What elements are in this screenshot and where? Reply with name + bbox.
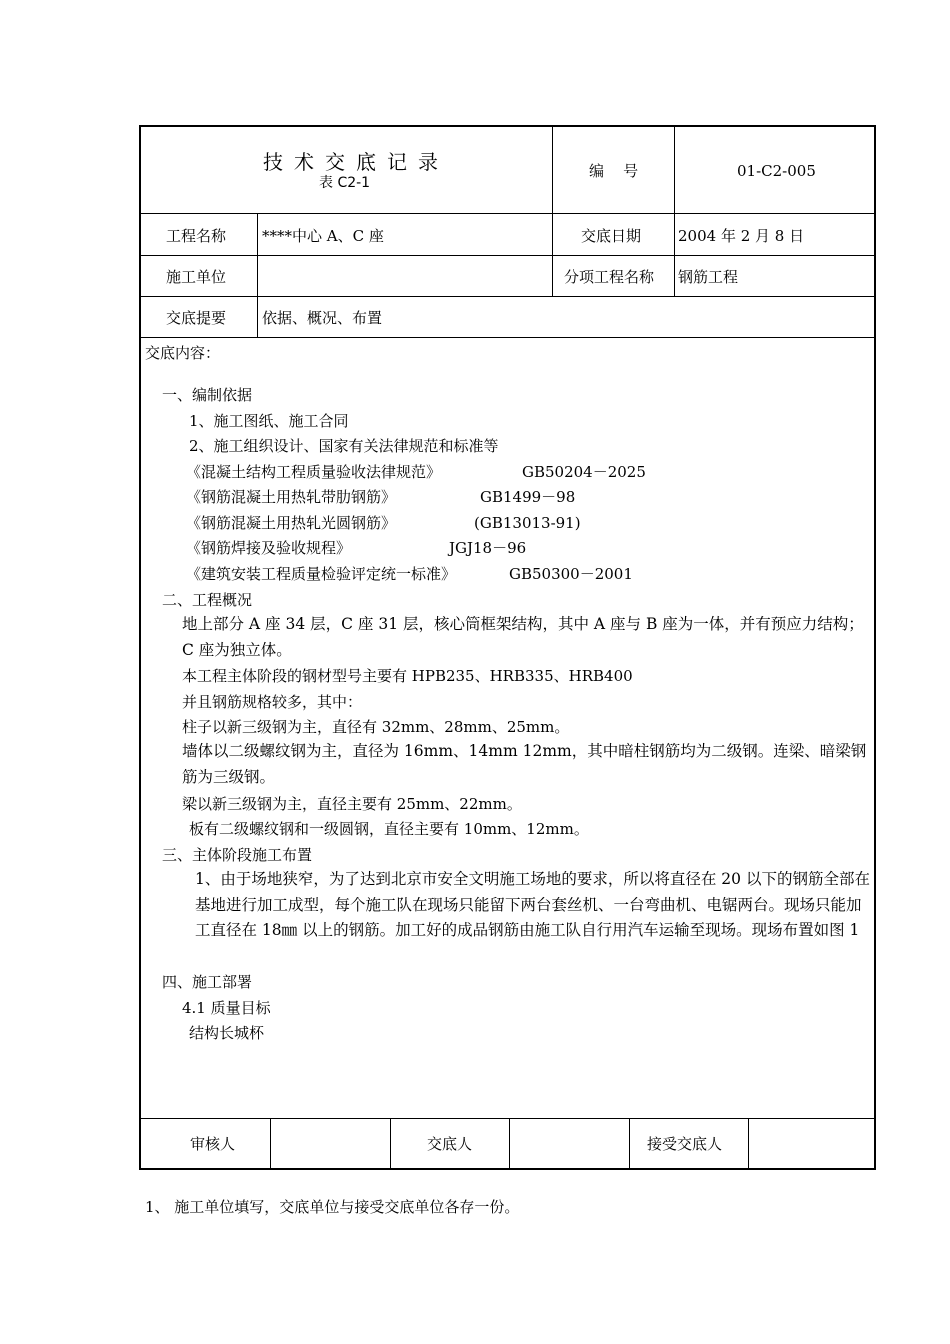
standard-name: 《钢筋混凝土用热轧光圆钢筋》 bbox=[186, 514, 397, 532]
standard-code: GB1499－98 bbox=[480, 488, 576, 506]
list-item: 2、施工组织设计、国家有关法律规范和标准等 bbox=[189, 437, 499, 455]
column-divider bbox=[674, 125, 675, 297]
paragraph: 墙体以二级螺纹钢为主，直径为 16mm、14mm 12mm，其中暗柱钢筋均为二级钢。连梁、暗梁钢筋为三级钢。 bbox=[182, 742, 867, 786]
section-heading: 三、主体阶段施工布置 bbox=[162, 846, 313, 864]
number-value: 01-C2-005 bbox=[737, 162, 816, 180]
column-divider bbox=[390, 1118, 391, 1170]
standard-code: GB50204－2025 bbox=[522, 463, 646, 481]
summary-value: 依据、概况、布置 bbox=[262, 309, 383, 327]
number-label: 编 号 bbox=[589, 162, 639, 180]
list-item: 1、施工图纸、施工合同 bbox=[189, 412, 349, 430]
standard-code: (GB13013-91) bbox=[474, 514, 581, 532]
row-divider bbox=[139, 255, 876, 256]
standard-name: 《混凝土结构工程质量验收法律规范》 bbox=[186, 463, 442, 481]
project-name-value: ****中心 A、C 座 bbox=[262, 227, 384, 245]
standard-name: 《钢筋焊接及验收规程》 bbox=[186, 539, 352, 557]
row-divider bbox=[139, 213, 876, 214]
row-divider bbox=[139, 1118, 876, 1119]
paragraph: 本工程主体阶段的钢材型号主要有 HPB235、HRB335、HRB400 bbox=[182, 667, 633, 685]
project-name-label: 工程名称 bbox=[166, 227, 227, 245]
row-divider bbox=[139, 296, 876, 297]
column-divider bbox=[629, 1118, 630, 1170]
section-heading: 一、编制依据 bbox=[162, 386, 253, 404]
section-heading: 二、工程概况 bbox=[162, 591, 253, 609]
column-divider bbox=[552, 125, 553, 297]
column-divider bbox=[748, 1118, 749, 1170]
discloser-label: 交底人 bbox=[427, 1135, 473, 1153]
paragraph: 柱子以新三级钢为主，直径有 32mm、28mm、25mm。 bbox=[182, 718, 570, 736]
column-divider bbox=[270, 1118, 271, 1170]
sub-project-label: 分项工程名称 bbox=[564, 268, 655, 286]
content-heading: 交底内容： bbox=[145, 344, 221, 362]
unit-label: 施工单位 bbox=[166, 268, 227, 286]
date-label: 交底日期 bbox=[581, 227, 642, 245]
row-divider bbox=[139, 337, 876, 338]
date-value: 2004 年 2 月 8 日 bbox=[678, 227, 805, 245]
form-code: 表 C2-1 bbox=[319, 175, 371, 191]
reviewer-label: 审核人 bbox=[190, 1135, 236, 1153]
standard-name: 《钢筋混凝土用热轧带肋钢筋》 bbox=[186, 488, 397, 506]
column-divider bbox=[509, 1118, 510, 1170]
receiver-label: 接受交底人 bbox=[647, 1135, 723, 1153]
paragraph: 1、由于场地狭窄，为了达到北京市安全文明施工场地的要求，所以将直径在 20 以下的钢筋全部在基地进行加工成型，每个施工队在现场只能留下两台套丝机、一台弯曲机、电锯两台。现场只能加工直径在 18㎜ 以上的钢筋。加工好的成品钢筋由施工队自行用汽车运输至现场。现场布置如图 1 bbox=[195, 870, 870, 939]
footnote: 1、 施工单位填写，交底单位与接受交底单位各存一份。 bbox=[145, 1198, 520, 1216]
standard-code: JGJ18－96 bbox=[449, 539, 527, 557]
paragraph: 地上部分 A 座 34 层，C 座 31 层，核心筒框架结构，其中 A 座与 B 座为一体，并有预应力结构；C 座为独立体。 bbox=[182, 615, 864, 659]
paragraph: 并且钢筋规格较多，其中： bbox=[182, 693, 363, 711]
standard-code: GB50300－2001 bbox=[509, 565, 633, 583]
sub-project-value: 钢筋工程 bbox=[678, 268, 739, 286]
standard-name: 《建筑安装工程质量检验评定统一标准》 bbox=[186, 565, 457, 583]
paragraph: 板有二级螺纹钢和一级圆钢，直径主要有 10mm、12mm。 bbox=[189, 820, 589, 838]
section-heading: 四、施工部署 bbox=[162, 973, 253, 991]
paragraph: 梁以新三级钢为主，直径主要有 25mm、22mm。 bbox=[182, 795, 522, 813]
sub-heading: 4.1 质量目标 bbox=[182, 999, 271, 1017]
page-title: 技术交底记录 bbox=[263, 150, 449, 174]
column-divider bbox=[257, 213, 258, 337]
paragraph: 结构长城杯 bbox=[189, 1024, 265, 1042]
summary-label: 交底提要 bbox=[166, 309, 227, 327]
